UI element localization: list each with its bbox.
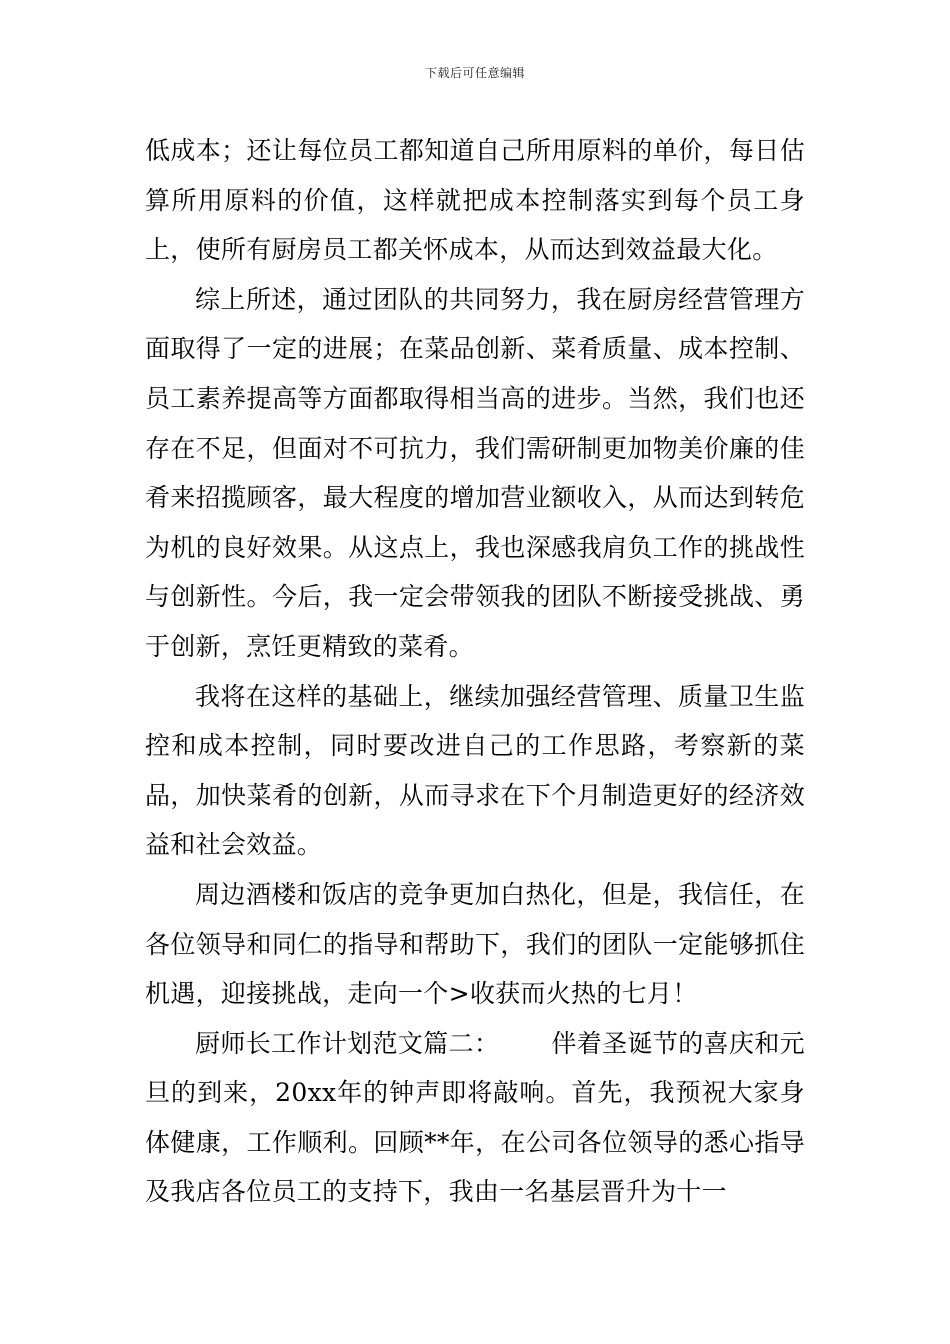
paragraph: 我将在这样的基础上，继续加强经营管理、质量卫生监控和成本控制，同时要改进自己的工作思路，考察新的菜品，加快菜肴的创新，从而寻求在下个月制造更好的经济效益和社会效益。 — [145, 681, 805, 860]
page-header: 下载后可任意编辑 — [424, 66, 525, 80]
paragraph — [145, 1019, 805, 1217]
paragraph-text: 伴着圣诞节的喜庆和元旦的到来，20xx年的钟声即将敲响。首先，我预祝大家身体健康，工作顺利。回顾**年，在公司各位领导的悉心指导及我店各位员工的支持下，我由一名基层晋升为十一 — [145, 1028, 805, 1207]
document-body — [145, 126, 805, 1217]
paragraph: 低成本；还让每位员工都知道自己所用原料的单价，每日估算所用原料的价值，这样就把成本控制落实到每个员工身上，使所有厨房员工都关怀成本，从而达到效益最大化。 — [145, 136, 805, 265]
paragraph: 综上所述，通过团队的共同努力，我在厨房经营管理方面取得了一定的进展；在菜品创新、菜肴质量、成本控制、员工素养提高等方面都取得相当高的进步。当然，我们也还存在不足，但面对不可抗力，我们需研制更加物美价廉的佳肴来招揽顾客，最大程度的增加营业额收入，从而达到转危为机的良好效果。从这点上，我也深感我肩负工作的挑战性与创新性。今后，我一定会带领我的团队不断接受挑战、勇于创新，烹饪更精致的菜肴。 — [145, 284, 805, 661]
paragraph: 周边酒楼和饭店的竞争更加白热化，但是，我信任，在各位领导和同仁的指导和帮助下，我们的团队一定能够抓住机遇，迎接挑战，走向一个>收获而火热的七月！ — [145, 879, 805, 1009]
section-title: 厨师长工作计划范文篇二： — [195, 1028, 500, 1058]
